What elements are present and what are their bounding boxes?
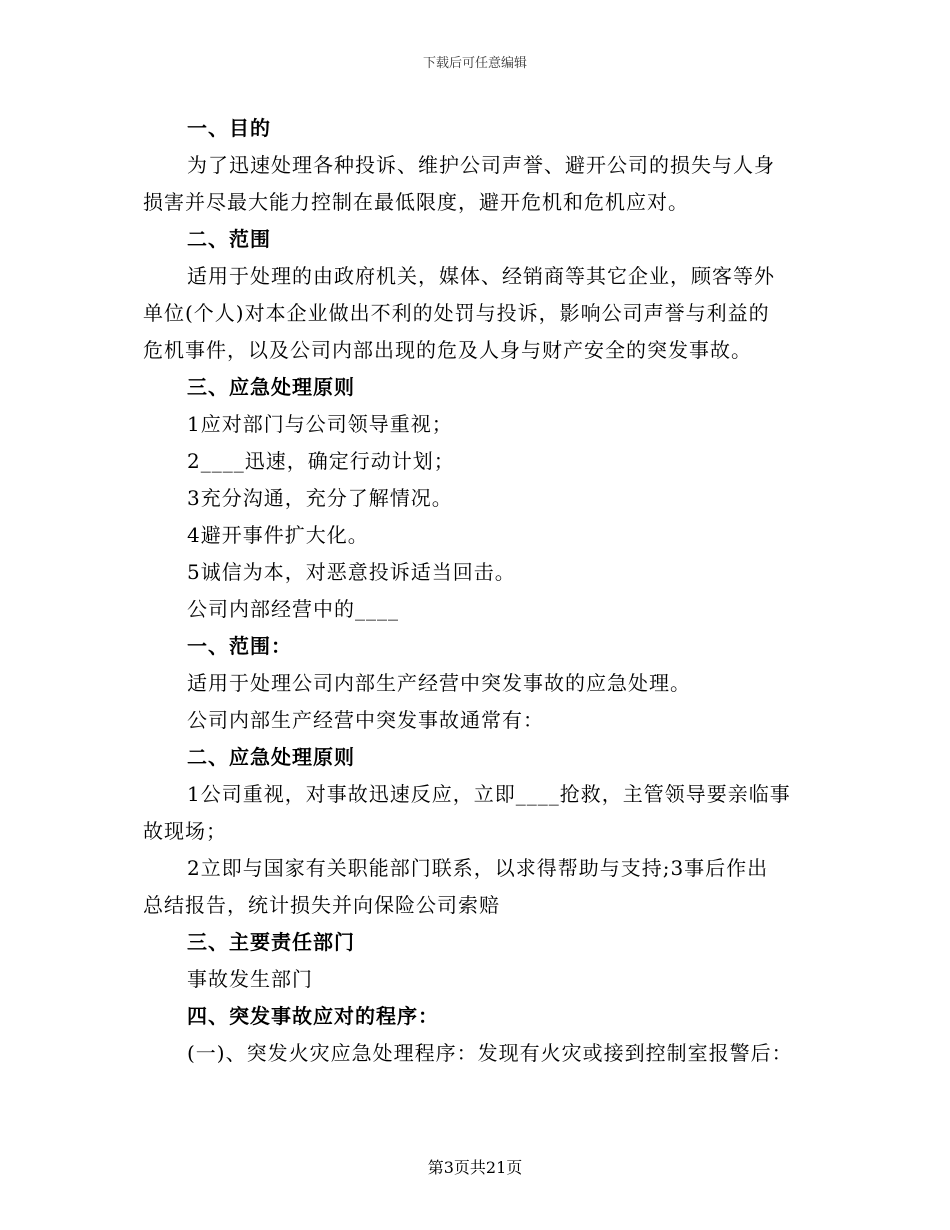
- paragraph-line: (一)、突发火灾应急处理程序：发现有火灾或接到控制室报警后：: [187, 1041, 793, 1065]
- paragraph-line: 适用于处理公司内部生产经营中突发事故的应急处理。: [187, 671, 691, 695]
- paragraph-line: 危机事件，以及公司内部出现的危及人身与财产安全的突发事故。: [143, 338, 752, 362]
- paragraph-line: 单位(个人)对本企业做出不利的处罚与投诉，影响公司声誉与利益的: [143, 301, 770, 325]
- paragraph-line: 5诚信为本，对恶意投诉适当回击。: [187, 560, 516, 584]
- section-heading: 三、主要责任部门: [187, 930, 355, 954]
- section-heading: 一、范围：: [187, 634, 292, 658]
- paragraph-line: 总结报告，统计损失并向保险公司索赔: [143, 893, 500, 917]
- paragraph-line: 2立即与国家有关职能部门联系，以求得帮助与支持;3事后作出: [187, 856, 769, 880]
- paragraph-line: 为了迅速处理各种投诉、维护公司声誉、避开公司的损失与人身: [187, 153, 775, 177]
- paragraph-line: 1公司重视，对事故迅速反应，立即____抢救，主管领导要亲临事: [187, 782, 791, 806]
- paragraph-line: 公司内部经营中的____: [187, 597, 399, 621]
- page-number: 第3页共21页: [427, 1158, 523, 1177]
- section-heading: 二、应急处理原则: [187, 745, 355, 769]
- document-body: [143, 110, 823, 1072]
- page-header-note: 下载后可任意编辑: [422, 56, 527, 71]
- paragraph-line: 故现场；: [143, 819, 227, 843]
- paragraph-line: 损害并尽最大能力控制在最低限度，避开危机和危机应对。: [143, 190, 689, 214]
- paragraph-line: 4避开事件扩大化。: [187, 523, 369, 547]
- section-heading: 一、目的: [187, 116, 271, 140]
- paragraph-line: 事故发生部门: [187, 967, 313, 991]
- paragraph-line: 3充分沟通，充分了解情况。: [187, 486, 453, 510]
- section-heading: 二、范围: [187, 227, 271, 251]
- paragraph-line: 1应对部门与公司领导重视；: [187, 412, 453, 436]
- paragraph-line: 2____迅速，确定行动计划；: [187, 449, 455, 473]
- section-heading: 三、应急处理原则: [187, 375, 355, 399]
- paragraph-line: 适用于处理的由政府机关，媒体、经销商等其它企业，顾客等外: [187, 264, 775, 288]
- paragraph-line: 公司内部生产经营中突发事故通常有：: [187, 708, 544, 732]
- section-heading: 四、突发事故应对的程序：: [187, 1004, 439, 1028]
